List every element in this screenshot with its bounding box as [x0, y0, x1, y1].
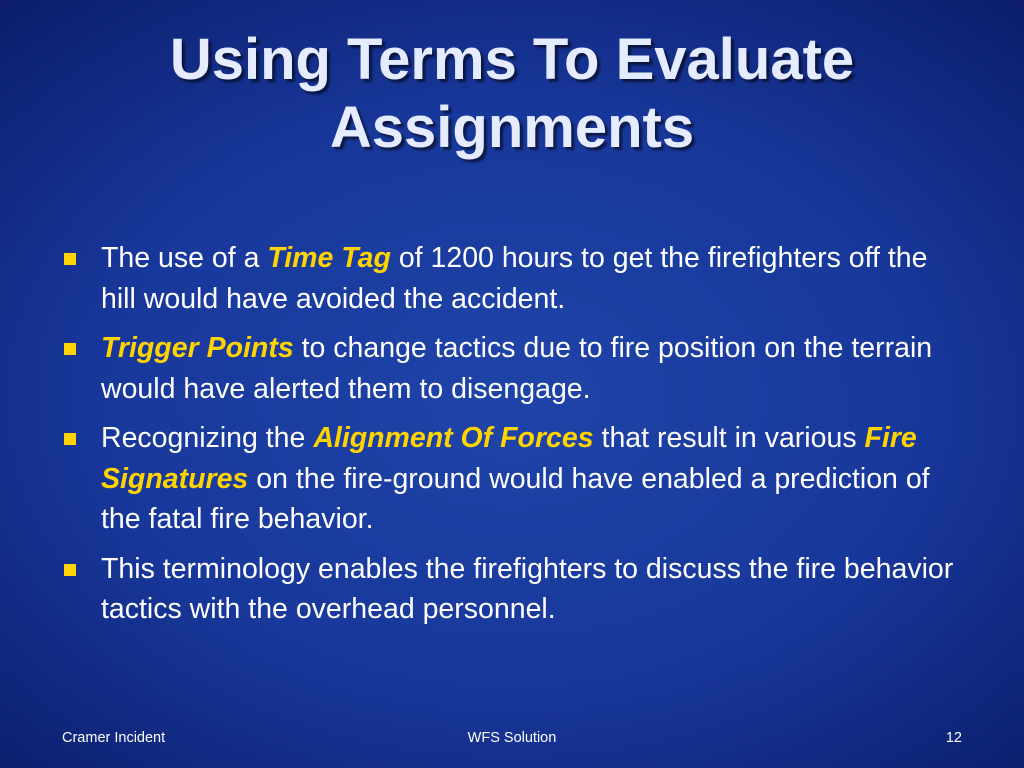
bullet-text: The use of a	[101, 242, 268, 274]
footer-left-text: Cramer Incident	[62, 730, 166, 746]
square-bullet-icon	[64, 253, 76, 265]
bullet-list	[60, 238, 960, 639]
slide-title	[60, 26, 964, 162]
bullet-text: on the fire-ground would have enabled a prediction of the fatal fire behavior.	[101, 462, 930, 535]
bullet-item-terminology	[60, 549, 960, 630]
slide-number: 12	[945, 730, 962, 746]
bullet-text: to change tactics due to fire position on the terrain would have alerted them to disengage.	[101, 332, 933, 405]
bullet-text: of 1200 hours to get the firefighters off the hill would have avoided the accident.	[101, 242, 928, 315]
term-alignment-of-forces: Alignment Of Forces	[313, 422, 594, 454]
square-bullet-icon	[64, 343, 76, 355]
bullet-text: that result in various	[593, 422, 865, 454]
square-bullet-icon	[64, 433, 76, 445]
term-time-tag: Time Tag	[267, 242, 391, 274]
square-bullet-icon	[64, 564, 76, 576]
term-trigger-points: Trigger Points	[101, 332, 294, 364]
term-fire-signatures: Fire Signatures	[101, 422, 917, 495]
bullet-text: Recognizing the	[101, 422, 314, 454]
bullet-item-alignment-of-forces	[60, 418, 960, 540]
bullet-text: This terminology enables the firefighters to discuss the fire behavior tactics with the overhead personnel.	[101, 552, 954, 625]
footer-center-text: WFS Solution	[467, 730, 557, 746]
bullet-item-time-tag	[60, 238, 960, 319]
title-line-1: Using Terms To Evaluate	[169, 27, 855, 92]
title-line-2: Assignments	[329, 95, 695, 160]
bullet-item-trigger-points	[60, 328, 960, 409]
